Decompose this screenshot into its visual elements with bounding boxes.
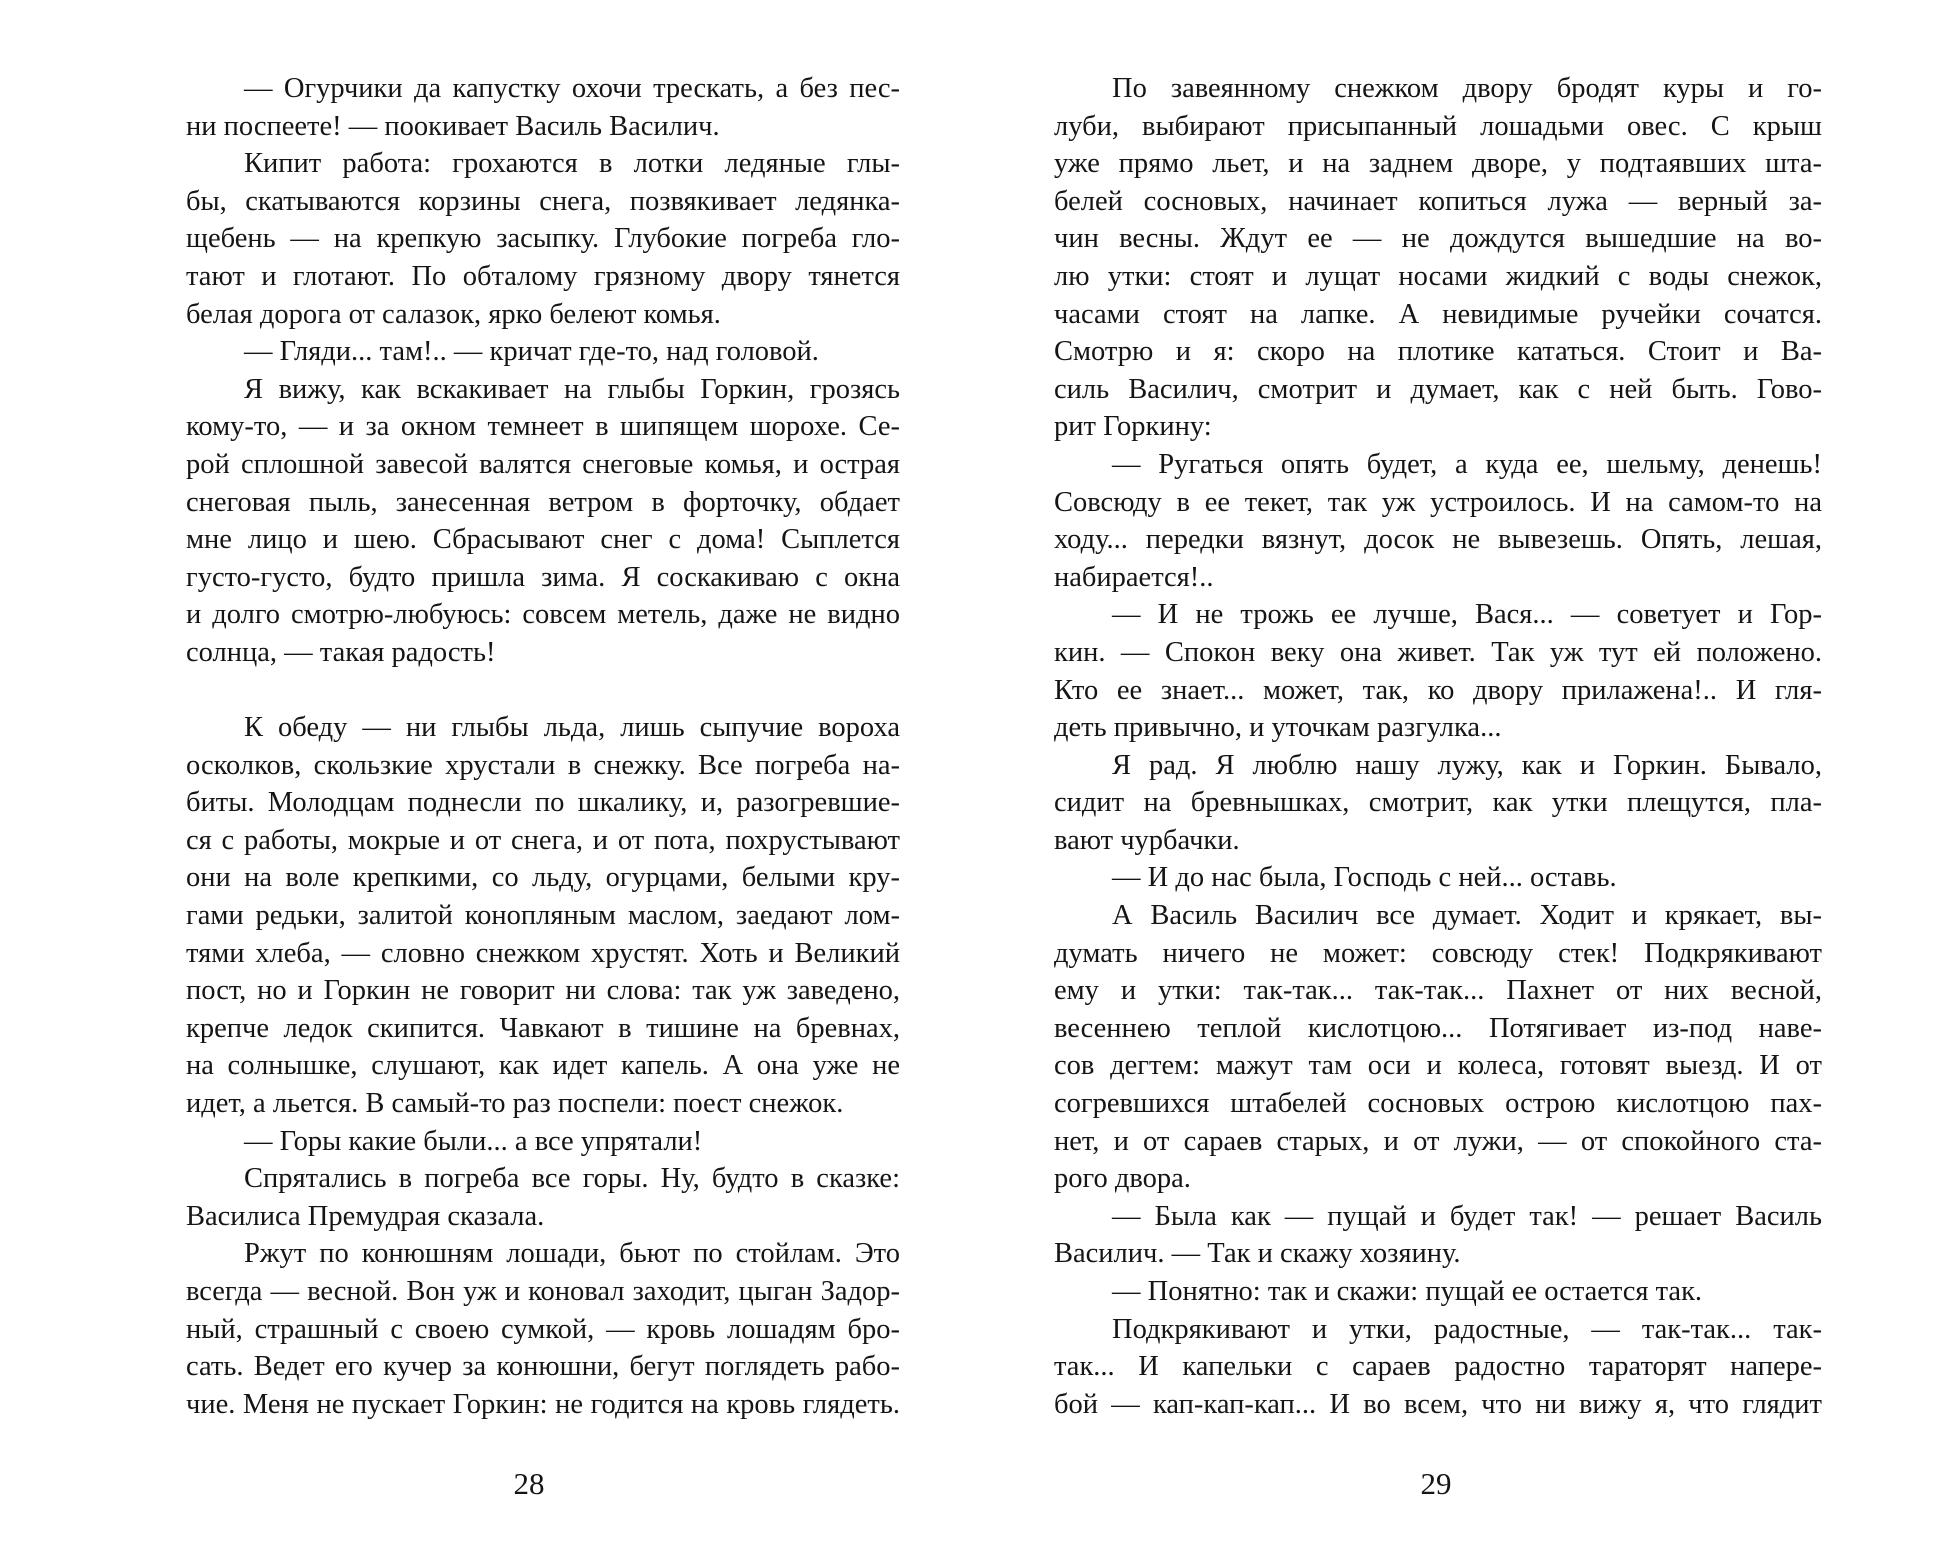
text-line: тают и глотают. По обталому грязному двору тянется bbox=[186, 260, 900, 292]
text-line: они на воле крепкими, со льду, огурцами, белыми кру- bbox=[186, 862, 900, 894]
text-line: По завеянному снежком двору бродят куры и го- bbox=[1112, 73, 1822, 104]
text-line: Я вижу, как вскакивает на глыбы Горкин, грозясь bbox=[244, 373, 900, 405]
text-line: мне лицо и шею. Сбрасывают снег с дома! Сыплется bbox=[186, 524, 900, 556]
text-line: — Гляди... там!.. — кричат где-то, над головой. bbox=[244, 336, 819, 368]
text-line: белая дорога от салазок, ярко белеют комья. bbox=[186, 298, 721, 330]
text-line: так... И капельки с сараев радостно тараторят напере- bbox=[1054, 1351, 1822, 1383]
text-line: густо-густо, будто пришла зима. Я соскакиваю с окна bbox=[186, 561, 900, 593]
text-line: весеннею теплой кислотцою... Потягивает из-под наве- bbox=[1054, 1012, 1822, 1044]
text-line: согревшихся штабелей сосновых острою кислотцою пах- bbox=[1054, 1088, 1822, 1120]
text-line: крепче ледок скипится. Чавкают в тишине на бревнах, bbox=[186, 1012, 900, 1044]
text-line: — И до нас была, Господь с ней... оставь. bbox=[1112, 862, 1617, 894]
text-line: луби, выбирают присыпанный лошадьми овес. С крыш bbox=[1054, 110, 1822, 142]
text-line: пост, но и Горкин не говорит ни слова: так уж заведено, bbox=[186, 975, 900, 1007]
text-line: тями хлеба, — словно снежком хрустят. Хоть и Великий bbox=[186, 937, 900, 969]
text-line: Спрятались в погреба все горы. Ну, будто в сказке: bbox=[244, 1163, 900, 1195]
text-line: бы, скатываются корзины снега, позвякивает ледянка- bbox=[186, 185, 900, 217]
text-line: сов дегтем: мажут там оси и колеса, готовят выезд. И от bbox=[1054, 1050, 1822, 1082]
text-line: Подкрякивают и утки, радостные, — так-так... так- bbox=[1112, 1313, 1822, 1345]
text-line: ни поспеете! — поокивает Василь Василич. bbox=[186, 110, 720, 142]
text-line: Василич. — Так и скажу хозяину. bbox=[1054, 1238, 1461, 1270]
right-page-number: 29 bbox=[1420, 1466, 1452, 1501]
text-line: сать. Ведет его кучер за конюшни, бегут поглядеть рабо- bbox=[186, 1351, 900, 1383]
text-line: всегда — весной. Вон уж и коновал заходит, цыган Задор- bbox=[186, 1276, 900, 1307]
text-line: — Огурчики да капустку охочи трескать, а без пес- bbox=[244, 73, 900, 104]
text-line: — Ругаться опять будет, а куда ее, шельму, денешь! bbox=[1112, 448, 1822, 480]
text-line: Кипит работа: грохаются в лотки ледяные глы- bbox=[244, 148, 900, 180]
text-line: ный, страшный с своею сумкой, — кровь лошадям бро- bbox=[186, 1313, 900, 1345]
section-break bbox=[186, 672, 900, 710]
text-line: рого двора. bbox=[1054, 1163, 1191, 1195]
text-line: часами стоят на лапке. А невидимые ручейки сочатся. bbox=[1054, 298, 1822, 330]
text-line: набирается!.. bbox=[1054, 561, 1214, 593]
text-line: К обеду — ни глыбы льда, лишь сыпучие вороха bbox=[244, 712, 900, 744]
text-line: бой — кап-кап-кап... И во всем, что ни вижу я, что глядит bbox=[1054, 1388, 1822, 1420]
text-line: Василиса Премудрая сказала. bbox=[186, 1200, 545, 1232]
text-line: — И не трожь ее лучше, Вася... — советует и Гор- bbox=[1112, 599, 1822, 631]
text-line: на солнышке, слушают, как идет капель. А она уже не bbox=[186, 1050, 900, 1082]
text-line: гами редьки, залитой конопляным маслом, заедают лом- bbox=[186, 900, 900, 932]
left-page-number: 28 bbox=[513, 1466, 545, 1501]
text-line: сидит на бревнышках, смотрит, как утки плещутся, пла- bbox=[1054, 787, 1822, 819]
text-line: силь Василич, смотрит и думает, как с ней быть. Гово- bbox=[1054, 373, 1822, 405]
text-line: кин. — Спокон веку она живет. Так уж тут ей положено. bbox=[1054, 636, 1822, 668]
text-line: снеговая пыль, занесенная ветром в форточку, обдает bbox=[186, 486, 900, 518]
text-line: Совсюду в ее текет, так уж устроилось. И на самом-то на bbox=[1054, 486, 1822, 518]
text-line: чие. Меня не пускает Горкин: не годится на кровь глядеть. bbox=[186, 1388, 900, 1420]
text-line: уже прямо льет, и на заднем дворе, у подтаявших шта- bbox=[1054, 148, 1822, 180]
text-line: Я рад. Я люблю нашу лужу, как и Горкин. Бывало, bbox=[1112, 749, 1822, 781]
text-line: — Была как — пущай и будет так! — решает Василь bbox=[1112, 1200, 1822, 1232]
text-line: лю утки: стоят и лущат носами жидкий с воды снежок, bbox=[1054, 260, 1822, 292]
text-line: ходу... передки вязнут, досок не вывезешь. Опять, лешая, bbox=[1054, 524, 1822, 556]
text-line: биты. Молодцам поднесли по шкалику, и, разогревшие- bbox=[186, 787, 900, 819]
text-line: и долго смотрю-любуюсь: совсем метель, даже не видно bbox=[186, 599, 900, 631]
text-line: деть привычно, и уточкам разгулка... bbox=[1054, 712, 1502, 744]
text-line: думать ничего не может: совсюду стек! Подкрякивают bbox=[1054, 937, 1822, 969]
text-line: белей сосновых, начинает копиться лужа — верный за- bbox=[1054, 185, 1822, 217]
text-line: осколков, скользкие хрустали в снежку. Все погреба на- bbox=[186, 749, 900, 781]
text-line: — Горы какие были... а все упрятали! bbox=[244, 1125, 703, 1157]
text-line: рой сплошной завесой валятся снеговые комья, и острая bbox=[186, 448, 900, 480]
text-line: рит Горкину: bbox=[1054, 411, 1212, 443]
text-line: — Понятно: так и скажи: пущай ее остается так. bbox=[1112, 1276, 1703, 1307]
text-line: кому-то, — и за окном темнеет в шипящем шорохе. Се- bbox=[186, 411, 900, 443]
text-line: ся с работы, мокрые и от снега, и от пота, похрустывают bbox=[186, 824, 900, 856]
text-line: Ржут по конюшням лошади, бьют по стойлам. Это bbox=[244, 1238, 900, 1270]
text-line: щебень — на крепкую засыпку. Глубокие погреба гло- bbox=[186, 223, 900, 255]
text-line: ему и утки: так-так... так-так... Пахнет от них весной, bbox=[1054, 975, 1822, 1007]
text-line: нет, и от сараев старых, и от лужи, — от спокойного ста- bbox=[1054, 1125, 1822, 1157]
text-line: идет, а льется. В самый-то раз поспели: поест снежок. bbox=[186, 1088, 844, 1120]
text-line: солнца, — такая радость! bbox=[186, 636, 496, 668]
text-line: вают чурбачки. bbox=[1054, 824, 1240, 856]
left-page-text bbox=[186, 70, 900, 1423]
right-page-text bbox=[1054, 70, 1822, 1423]
text-line: А Василь Василич все думает. Ходит и крякает, вы- bbox=[1112, 900, 1822, 932]
text-line: Кто ее знает... может, так, ко двору прилажена!.. И гля- bbox=[1054, 674, 1822, 706]
text-line: чин весны. Ждут ее — не дождутся вышедшие на во- bbox=[1054, 223, 1822, 255]
text-line: Смотрю и я: скоро на плотике кататься. Стоит и Ва- bbox=[1054, 336, 1822, 368]
